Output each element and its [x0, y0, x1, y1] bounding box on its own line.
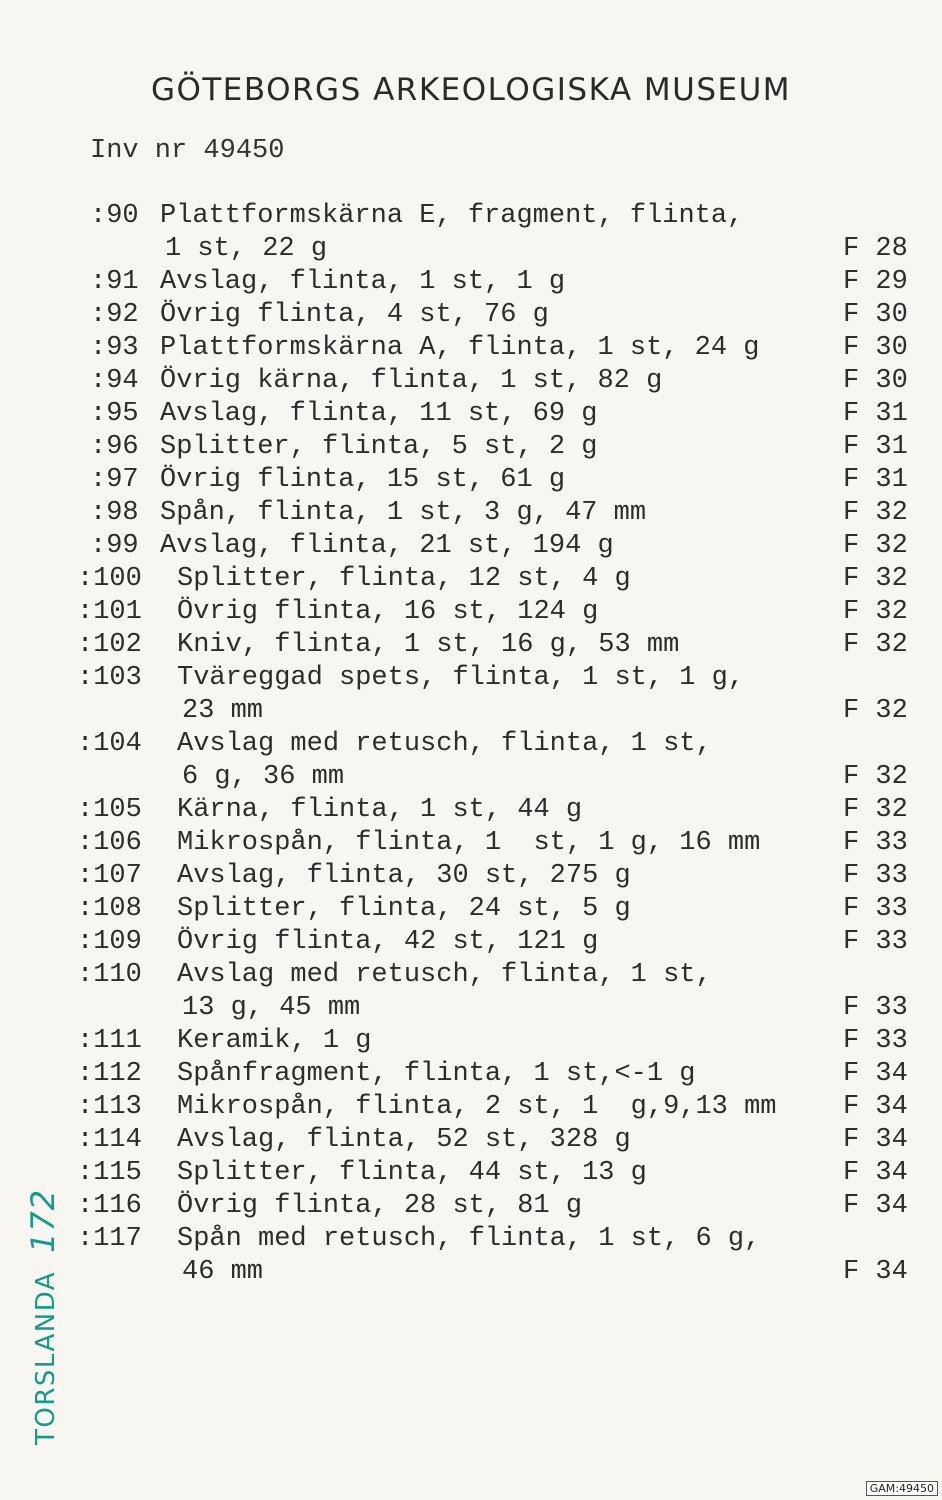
entry-description: Splitter, flinta, 5 st, 2 g	[160, 432, 598, 462]
entry-find-reference: F 34	[843, 1125, 908, 1155]
site-name: TORSLANDA	[31, 1270, 61, 1445]
entry-row	[0, 1223, 942, 1256]
entry-number: :95	[90, 399, 139, 429]
entry-row-continuation	[0, 1256, 942, 1289]
entry-row	[0, 365, 942, 398]
entry-row	[0, 530, 942, 563]
entry-number: :105	[77, 795, 142, 825]
entry-number: :104	[77, 729, 142, 759]
entry-number: :99	[90, 531, 139, 561]
entry-description: Övrig flinta, 28 st, 81 g	[177, 1191, 583, 1221]
entry-row	[0, 1190, 942, 1223]
entry-find-reference: F 33	[843, 828, 908, 858]
entry-number: :108	[77, 894, 142, 924]
entry-row	[0, 728, 942, 761]
entry-row	[0, 497, 942, 530]
entry-find-reference: F 32	[843, 762, 908, 792]
entry-description: Avslag med retusch, flinta, 1 st,	[177, 960, 712, 990]
entry-find-reference: F 34	[843, 1092, 908, 1122]
entry-description: Kärna, flinta, 1 st, 44 g	[177, 795, 583, 825]
entry-row	[0, 266, 942, 299]
entry-find-reference: F 30	[843, 366, 908, 396]
entry-number: :107	[77, 861, 142, 891]
entry-row	[0, 563, 942, 596]
entry-description: Avslag, flinta, 52 st, 328 g	[177, 1125, 631, 1155]
entry-description: Keramik, 1 g	[177, 1026, 372, 1056]
entry-number: :91	[90, 267, 139, 297]
entry-description: Övrig kärna, flinta, 1 st, 82 g	[160, 366, 663, 396]
entry-find-reference: F 31	[843, 432, 908, 462]
entry-list	[0, 200, 942, 1289]
entry-description: Avslag, flinta, 21 st, 194 g	[160, 531, 614, 561]
entry-find-reference: F 32	[843, 597, 908, 627]
entry-number: :97	[90, 465, 139, 495]
entry-find-reference: F 32	[843, 630, 908, 660]
entry-find-reference: F 32	[843, 564, 908, 594]
entry-find-reference: F 34	[843, 1059, 908, 1089]
entry-description-continued: 1 st, 22 g	[165, 234, 328, 264]
entry-row	[0, 398, 942, 431]
entry-row	[0, 1091, 942, 1124]
entry-find-reference: F 32	[843, 696, 908, 726]
entry-row	[0, 299, 942, 332]
entry-row	[0, 794, 942, 827]
entry-row	[0, 596, 942, 629]
entry-number: :113	[77, 1092, 142, 1122]
entry-number: :98	[90, 498, 139, 528]
entry-description: Tväreggad spets, flinta, 1 st, 1 g,	[177, 663, 745, 693]
entry-description: Mikrospån, flinta, 2 st, 1 g,9,13 mm	[177, 1092, 777, 1122]
entry-row	[0, 662, 942, 695]
entry-row-continuation	[0, 761, 942, 794]
entry-row-continuation	[0, 233, 942, 266]
entry-find-reference: F 32	[843, 531, 908, 561]
entry-find-reference: F 31	[843, 399, 908, 429]
entry-row	[0, 959, 942, 992]
entry-description: Avslag, flinta, 11 st, 69 g	[160, 399, 598, 429]
entry-number: :92	[90, 300, 139, 330]
entry-row	[0, 926, 942, 959]
entry-number: :112	[77, 1059, 142, 1089]
entry-number: :100	[77, 564, 142, 594]
entry-find-reference: F 29	[843, 267, 908, 297]
entry-number: :103	[77, 663, 142, 693]
entry-row	[0, 1058, 942, 1091]
entry-number: :116	[77, 1191, 142, 1221]
entry-row	[0, 464, 942, 497]
entry-find-reference: F 32	[843, 498, 908, 528]
entry-description: Övrig flinta, 15 st, 61 g	[160, 465, 566, 495]
corner-stamp: GAM:49450	[866, 1481, 938, 1496]
entry-description: Kniv, flinta, 1 st, 16 g, 53 mm	[177, 630, 680, 660]
entry-description: Mikrospån, flinta, 1 st, 1 g, 16 mm	[177, 828, 761, 858]
entry-find-reference: F 33	[843, 1026, 908, 1056]
entry-find-reference: F 31	[843, 465, 908, 495]
entry-row-continuation	[0, 992, 942, 1025]
entry-find-reference: F 30	[843, 333, 908, 363]
entry-row	[0, 860, 942, 893]
entry-description: Övrig flinta, 4 st, 76 g	[160, 300, 549, 330]
entry-row	[0, 893, 942, 926]
entry-description: Splitter, flinta, 44 st, 13 g	[177, 1158, 647, 1188]
entry-row	[0, 431, 942, 464]
entry-description-continued: 46 mm	[182, 1257, 264, 1287]
entry-number: :117	[77, 1224, 142, 1254]
entry-number: :96	[90, 432, 139, 462]
entry-description: Avslag med retusch, flinta, 1 st,	[177, 729, 712, 759]
entry-description-continued: 23 mm	[182, 696, 264, 726]
entry-description: Övrig flinta, 42 st, 121 g	[177, 927, 599, 957]
entry-row	[0, 200, 942, 233]
entry-find-reference: F 33	[843, 894, 908, 924]
entry-number: :115	[77, 1158, 142, 1188]
entry-description: Spån med retusch, flinta, 1 st, 6 g,	[177, 1224, 761, 1254]
site-label	[24, 1189, 62, 1445]
entry-description: Splitter, flinta, 24 st, 5 g	[177, 894, 631, 924]
entry-description: Avslag, flinta, 30 st, 275 g	[177, 861, 631, 891]
entry-description: Övrig flinta, 16 st, 124 g	[177, 597, 599, 627]
entry-description: Spån, flinta, 1 st, 3 g, 47 mm	[160, 498, 647, 528]
inventory-number: Inv nr 49450	[90, 136, 285, 166]
entry-row	[0, 1025, 942, 1058]
entry-number: :106	[77, 828, 142, 858]
entry-find-reference: F 33	[843, 993, 908, 1023]
entry-find-reference: F 28	[843, 234, 908, 264]
entry-row	[0, 1124, 942, 1157]
entry-find-reference: F 33	[843, 927, 908, 957]
entry-description: Avslag, flinta, 1 st, 1 g	[160, 267, 566, 297]
entry-number: :90	[90, 201, 139, 231]
entry-find-reference: F 34	[843, 1191, 908, 1221]
entry-number: :111	[77, 1026, 142, 1056]
entry-description-continued: 6 g, 36 mm	[182, 762, 345, 792]
entry-number: :102	[77, 630, 142, 660]
entry-description: Spånfragment, flinta, 1 st,<-1 g	[177, 1059, 696, 1089]
entry-find-reference: F 34	[843, 1158, 908, 1188]
entry-row-continuation	[0, 695, 942, 728]
entry-row	[0, 1157, 942, 1190]
museum-title: GÖTEBORGS ARKEOLOGISKA MUSEUM	[150, 72, 792, 108]
entry-row	[0, 332, 942, 365]
entry-description: Splitter, flinta, 12 st, 4 g	[177, 564, 631, 594]
entry-description: Plattformskärna A, flinta, 1 st, 24 g	[160, 333, 760, 363]
entry-description-continued: 13 g, 45 mm	[182, 993, 361, 1023]
entry-number: :114	[77, 1125, 142, 1155]
entry-number: :94	[90, 366, 139, 396]
entry-row	[0, 827, 942, 860]
entry-find-reference: F 32	[843, 795, 908, 825]
entry-find-reference: F 34	[843, 1257, 908, 1287]
site-number: 172	[24, 1188, 62, 1253]
entry-number: :110	[77, 960, 142, 990]
entry-find-reference: F 33	[843, 861, 908, 891]
entry-row	[0, 629, 942, 662]
entry-number: :101	[77, 597, 142, 627]
entry-number: :93	[90, 333, 139, 363]
entry-number: :109	[77, 927, 142, 957]
entry-find-reference: F 30	[843, 300, 908, 330]
entry-description: Plattformskärna E, fragment, flinta,	[160, 201, 744, 231]
